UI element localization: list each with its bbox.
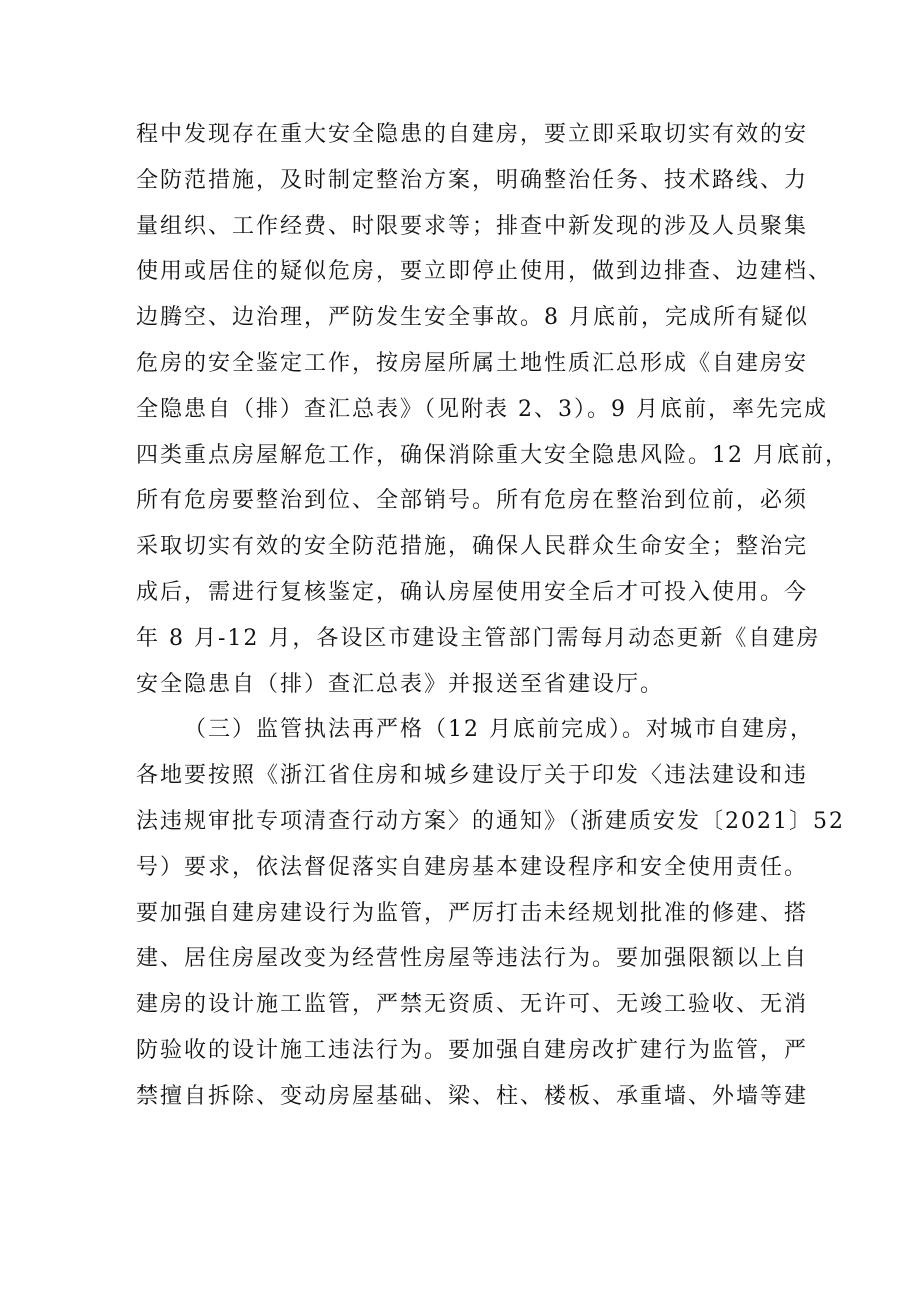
text-line: 要加强自建房建设行为监管，严厉打击未经规划批准的修建、搭 bbox=[136, 900, 809, 926]
text-line: 号）要求，依法督促落实自建房基本建设程序和安全使用责任。 bbox=[136, 854, 809, 880]
text-line: 量组织、工作经费、时限要求等；排查中新发现的涉及人员聚集 bbox=[136, 213, 809, 239]
text-line: 全隐患自（排）查汇总表》（见附表 2、3）。9 月底前，率先完成 bbox=[136, 396, 828, 422]
text-line: 边腾空、边治理，严防发生安全事故。8 月底前，完成所有疑似 bbox=[136, 305, 809, 331]
body-text bbox=[136, 112, 849, 1120]
text-line: 所有危房要整治到位、全部销号。所有危房在整治到位前，必须 bbox=[136, 488, 809, 514]
text-line: 安全隐患自（排）查汇总表》并报送至省建设厅。 bbox=[136, 671, 665, 697]
text-line: 全防范措施，及时制定整治方案，明确整治任务、技术路线、力 bbox=[136, 167, 809, 193]
text-line: 建、居住房屋改变为经营性房屋等违法行为。要加强限额以上自 bbox=[136, 946, 809, 972]
text-line: 成后，需进行复核鉴定，确认房屋使用安全后才可投入使用。今 bbox=[136, 579, 809, 605]
section-heading-line: （三）监管执法再严格（12 月底前完成）。对城市自建房， bbox=[184, 717, 814, 743]
text-line: 危房的安全鉴定工作，按房屋所属土地性质汇总形成《自建房安 bbox=[136, 350, 809, 376]
text-line: 禁擅自拆除、变动房屋基础、梁、柱、楼板、承重墙、外墙等建 bbox=[136, 1083, 809, 1109]
text-line: 使用或居住的疑似危房，要立即停止使用，做到边排查、边建档、 bbox=[136, 259, 833, 285]
text-line: 法违规审批专项清查行动方案〉的通知》（浙建质安发〔2021〕52 bbox=[136, 808, 845, 834]
text-line: 建房的设计施工监管，严禁无资质、无许可、无竣工验收、无消 bbox=[136, 992, 809, 1018]
text-line: 各地要按照《浙江省住房和城乡建设厅关于印发〈违法建设和违 bbox=[136, 763, 809, 789]
text-line: 采取切实有效的安全防范措施，确保人民群众生命安全；整治完 bbox=[136, 534, 809, 560]
text-line: 年 8 月-12 月，各设区市建设主管部门需每月动态更新《自建房 bbox=[136, 625, 821, 651]
text-line: 程中发现存在重大安全隐患的自建房，要立即采取切实有效的安 bbox=[136, 122, 809, 147]
text-line: 四类重点房屋解危工作，确保消除重大安全隐患风险。12 月底前， bbox=[136, 442, 849, 468]
text-line: 防验收的设计施工违法行为。要加强自建房改扩建行为监管，严 bbox=[136, 1037, 809, 1063]
